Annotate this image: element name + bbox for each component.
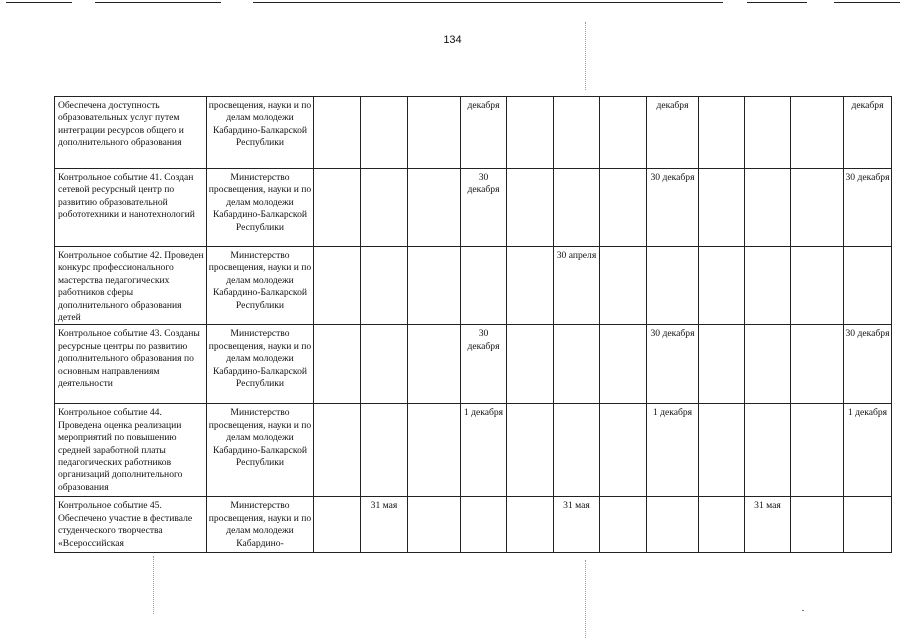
date-cell [461, 247, 507, 325]
scan-fold-mark [585, 22, 586, 90]
date-cell: 30 декабря [647, 169, 699, 247]
date-cell [647, 497, 699, 553]
event-name-cell: Контрольное событие 43. Созданы ресурсные центры по развитию дополнительного образования по основным направлениям деятельности [55, 325, 207, 404]
date-cell [461, 497, 507, 553]
event-name-cell: Контрольное событие 41. Создан сетевой ресурсный центр по развитию образовательной робототехники и нанотехнологий [55, 169, 207, 247]
date-cell [408, 325, 461, 404]
date-cell [554, 404, 600, 497]
date-cell [314, 97, 361, 169]
header-rule [253, 2, 723, 3]
date-cell [361, 97, 408, 169]
date-cell [361, 247, 408, 325]
responsible-cell: Министерство просвещения, науки и по делам молодежи Кабардино-Балкарской Республики [207, 169, 314, 247]
table-row [55, 497, 892, 553]
date-cell: 30 декабря [844, 325, 892, 404]
header-rule [95, 2, 221, 3]
date-cell: декабря [844, 97, 892, 169]
date-cell [600, 404, 647, 497]
date-cell [314, 497, 361, 553]
date-cell [600, 497, 647, 553]
responsible-cell: просвещения, науки и по делам молодежи Кабардино-Балкарской Республики [207, 97, 314, 169]
date-cell [791, 97, 844, 169]
event-name-cell: Контрольное событие 42. Проведен конкурс профессионального мастерства педагогических работников сферы дополнительного образования детей [55, 247, 207, 325]
date-cell: 31 мая [554, 497, 600, 553]
date-cell [844, 247, 892, 325]
page-number: 134 [443, 34, 462, 46]
responsible-cell: Министерство просвещения, науки и по делам молодежи Кабардино-Балкарской Республики [207, 325, 314, 404]
date-cell [314, 169, 361, 247]
date-cell [408, 404, 461, 497]
date-cell [600, 325, 647, 404]
scan-fold-mark [585, 560, 586, 638]
date-cell: 1 декабря [647, 404, 699, 497]
table-row [55, 404, 892, 497]
date-cell [699, 325, 745, 404]
date-cell [507, 404, 554, 497]
date-cell [745, 247, 791, 325]
table-row [55, 169, 892, 247]
date-cell: декабря [461, 97, 507, 169]
date-cell [361, 325, 408, 404]
date-cell [844, 497, 892, 553]
date-cell [699, 404, 745, 497]
date-cell [600, 169, 647, 247]
date-cell [507, 247, 554, 325]
schedule-table [54, 96, 892, 553]
date-cell [791, 247, 844, 325]
event-name-cell: Контрольное событие 45. Обеспечено участие в фестивале студенческого творчества «Всероссийская [55, 497, 207, 553]
date-cell [745, 97, 791, 169]
date-cell [745, 325, 791, 404]
date-cell: 30 апреля [554, 247, 600, 325]
date-cell [745, 404, 791, 497]
date-cell: 1 декабря [461, 404, 507, 497]
date-cell [647, 247, 699, 325]
event-name-cell: Контрольное событие 44. Проведена оценка реализации мероприятий по повышению средней заработной платы педагогических работников организаций дополнительного образования [55, 404, 207, 497]
scan-speck [802, 610, 804, 611]
responsible-cell: Министерство просвещения, науки и по делам молодежи Кабардино- [207, 497, 314, 553]
date-cell: 30 декабря [844, 169, 892, 247]
scan-fold-mark [153, 556, 154, 614]
table-row [55, 247, 892, 325]
date-cell: декабря [647, 97, 699, 169]
date-cell: 1 декабря [844, 404, 892, 497]
header-rule [747, 2, 807, 3]
date-cell [408, 247, 461, 325]
header-rule [834, 2, 900, 3]
date-cell [791, 325, 844, 404]
date-cell [791, 169, 844, 247]
date-cell [507, 325, 554, 404]
table-row [55, 97, 892, 169]
date-cell: 31 мая [745, 497, 791, 553]
header-rule [6, 2, 72, 3]
date-cell [314, 325, 361, 404]
date-cell [600, 97, 647, 169]
date-cell [745, 169, 791, 247]
date-cell [699, 247, 745, 325]
date-cell [408, 497, 461, 553]
date-cell [507, 497, 554, 553]
date-cell: 30 декабря [461, 325, 507, 404]
date-cell [600, 247, 647, 325]
date-cell [791, 497, 844, 553]
responsible-cell: Министерство просвещения, науки и по делам молодежи Кабардино-Балкарской Республики [207, 404, 314, 497]
date-cell [314, 247, 361, 325]
date-cell [507, 169, 554, 247]
date-cell: 30 декабря [461, 169, 507, 247]
date-cell: 30 декабря [647, 325, 699, 404]
date-cell [699, 169, 745, 247]
responsible-cell: Министерство просвещения, науки и по делам молодежи Кабардино-Балкарской Республики [207, 247, 314, 325]
date-cell [791, 404, 844, 497]
date-cell: 31 мая [361, 497, 408, 553]
date-cell [361, 169, 408, 247]
date-cell [554, 325, 600, 404]
date-cell [361, 404, 408, 497]
event-name-cell: Обеспечена доступность образовательных услуг путем интеграции ресурсов общего и дополнительного образования [55, 97, 207, 169]
date-cell [554, 169, 600, 247]
date-cell [408, 169, 461, 247]
date-cell [408, 97, 461, 169]
date-cell [699, 497, 745, 553]
date-cell [314, 404, 361, 497]
date-cell [507, 97, 554, 169]
table-row [55, 325, 892, 404]
date-cell [554, 97, 600, 169]
date-cell [699, 97, 745, 169]
